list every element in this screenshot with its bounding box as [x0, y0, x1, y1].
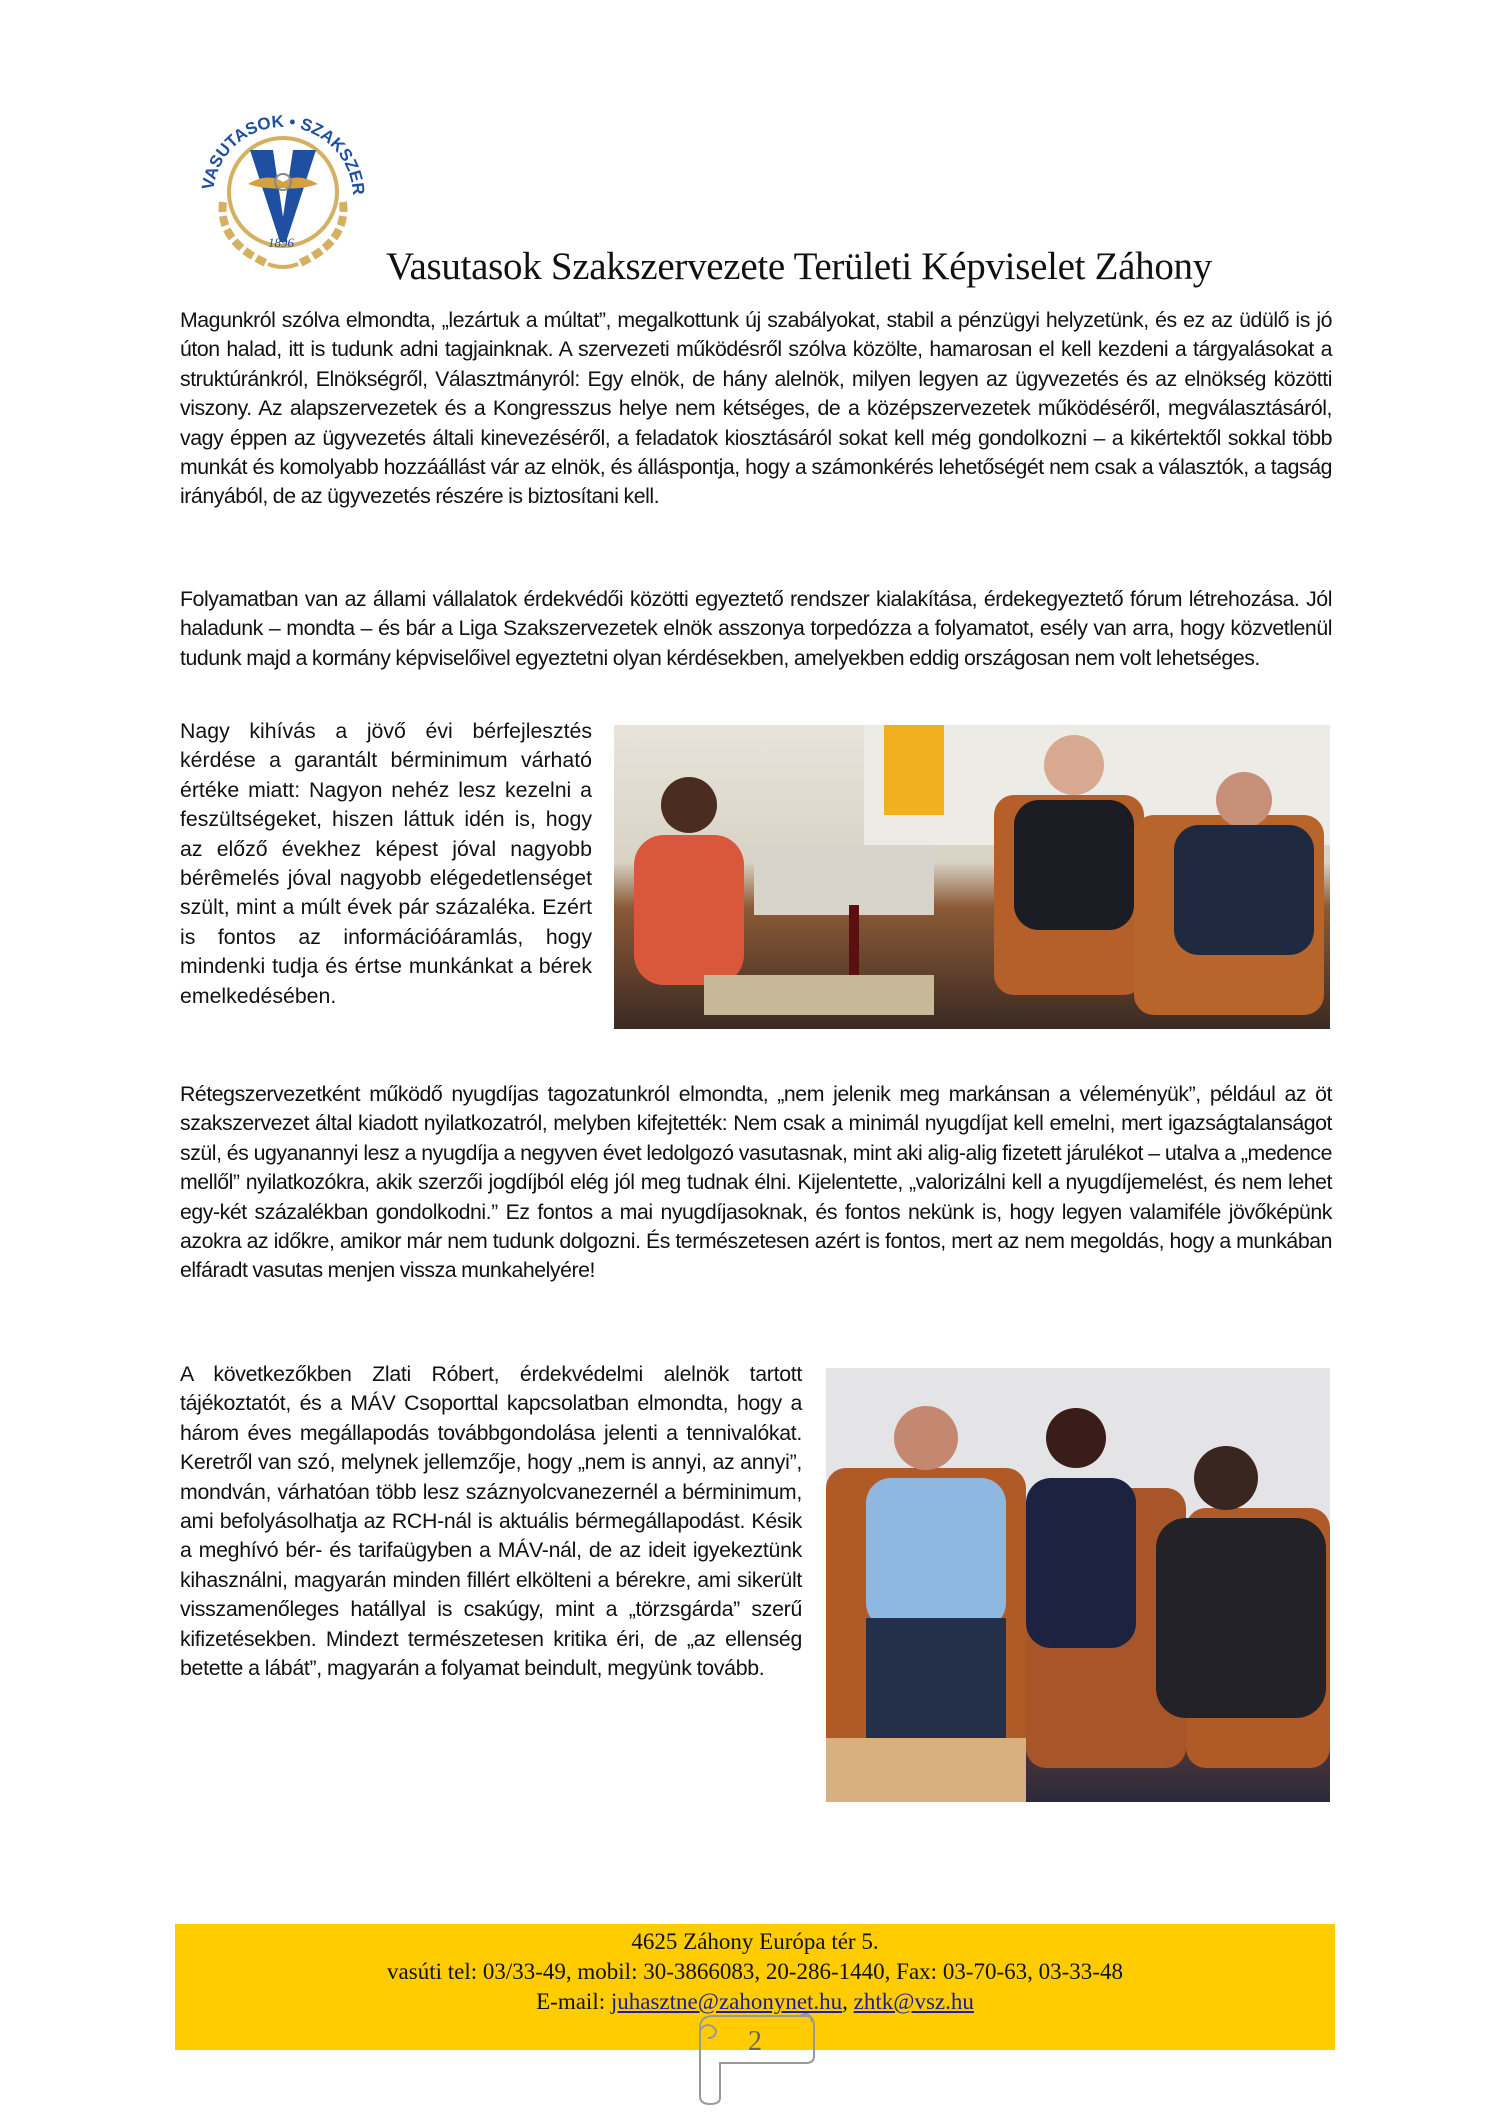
paragraph-mav: A következőkben Zlati Róbert, érdekvédelmi alelnök tartott tájékoztatót, és a MÁV Csoporttal kapcsolatban elmondta, hogy a három éves megállapodás továbbgondolása jelenti a tennivalókat. Keretről van szó, melynek jellemzője, hogy „nem is annyi, az annyi”, mondván, várhatóan több lesz száznyolcvanezernél a bérminimum, ami befolyásolhatja az RCH-nál is aktuális bérmegállapodást. Késik a meghívó bér- és tarifaügyben a MÁV-nál, de az ideit igyekeztünk kihasználni, magyarán minden fillért elkölteni a bérekre, ami sikerült visszamenőleges hatállyal is csakúgy, mint a „törzsgárda” szerű kifizetésekben. Mindezt természetesen kritika éri, de „az ellenség betette a lábát”, magyarán a folyamat beindult, megyünk tovább.	[180, 1362, 802, 1681]
page-number-scroll-icon	[688, 2008, 828, 2108]
page-number: 2	[748, 2026, 762, 2057]
email-label: E-mail:	[536, 1989, 611, 2014]
paragraph-pensioners: Rétegszervezetként működő nyugdíjas tagozatunkról elmondta, „nem jelenik meg markánsan a véleményük”, például az öt szakszervezet által kiadott nyilatkozatról, melyben kifejtették: Nem csak a minimál nyugdíjat kell emelni, mert igazságtalanságot szül, és ugyanannyi lesz a nyugdíja a negyven évet ledolgozó vasutasnak, mint aki alig-alig fizetett járulékot – utalva a „medence mellől” nyilatkozókra, akik szerzői jogdíjból elég jól meg tudnak élni. Kijelentette, „valorizálni kell a nyugdíjemelést, és nem lehet egy-két százalékban gondolkodni.” Ez fontos a mai nyugdíjasoknak, és fontos nekünk is, hogy legyen valamiféle jövőképünk azokra az időkre, amikor már nem tudunk dolgozni. És természetesen azért is fontos, mert az nem megoldás, hogy a munkában elfáradt vasutas menjen vissza munkahelyére!	[180, 1082, 1332, 1283]
union-logo	[188, 92, 378, 277]
email-link-zhtk[interactable]: zhtk@vsz.hu	[853, 1989, 974, 2014]
svg-text:VASUTASOK • SZAKSZERVEZETE: VASUTASOK • SZAKSZER	[198, 111, 369, 196]
email-separator: ,	[842, 1989, 854, 2014]
paragraph-consultation: Folyamatban van az állami vállalatok érdekvédői közötti egyeztető rendszer kialakítása, érdekegyeztető fórum létrehozása. Jól haladunk – mondta – és bár a Liga Szakszervezetek elnök asszonya torpedózza a folyamatot, esély van arra, hogy közvetlenül tudunk majd a kormány képviselőivel egyeztetni olyan kérdésekben, amelyekben eddig országosan nem volt lehetséges.	[180, 587, 1332, 670]
footer-phones: vasúti tel: 03/33-49, mobil: 30-3866083, 20-286-1440, Fax: 03-70-63, 03-33-48	[387, 1959, 1123, 1984]
paragraph-wages: Nagy kihívás a jövő évi bérfejlesztés kérdése a garantált bérminimum várható értéke miatt: Nagyon nehéz lesz kezelni a feszültségeket, hiszen láttuk idén is, hogy az előző évekhez képest jóval nagyobb bérêmelés jóval nagyobb elégedetlenséget szült, mint a múlt évek pár százaléka. Ezért is fontos az információáramlás, hogy mindenki tudja és értse munkánkat a bérek emelkedésében.	[180, 719, 592, 1008]
svg-text:1896: 1896	[268, 235, 294, 250]
email-link-juhasztne[interactable]: juhasztne@zahonynet.hu	[610, 1989, 843, 2014]
paragraph-organization: Magunkról szólva elmondta, „lezártuk a múltat”, megalkottunk új szabályokat, stabil a pénzügyi helyzetünk, és ez az üdülő is jó úton halad, itt is tudunk adni tagjainknak. A szervezeti működésről szólva közölte, hamarosan el kell kezdeni a tárgyalásokat a struktúránkról, Elnökségről, Választmányról: Egy elnök, de hány alelnök, milyen legyen az ügyvezetés és az elnökség közötti viszony. Az alapszervezetek és a Kongresszus helye nem kétséges, de a középszervezetek működéséről, megválasztásáról, vagy éppen az ügyvezetés általi kinevezéséről, a feladatok kiosztásáról sokat kell még gondolkozni – a kikértektől sokkal több munkát és komolyabb hozzáállást vár az elnök, és álláspontja, hogy a számonkérés lehetőségét nem csak a választók, a tagság irányából, de az ügyvezetés részére is biztosítani kell.	[180, 308, 1332, 509]
meeting-photo-1	[614, 725, 1330, 1029]
page-title: Vasutasok Szakszervezete Területi Képviselet Záhony	[386, 245, 1212, 288]
footer-address: 4625 Záhony Európa tér 5.	[631, 1929, 879, 1954]
meeting-photo-2	[826, 1368, 1330, 1802]
